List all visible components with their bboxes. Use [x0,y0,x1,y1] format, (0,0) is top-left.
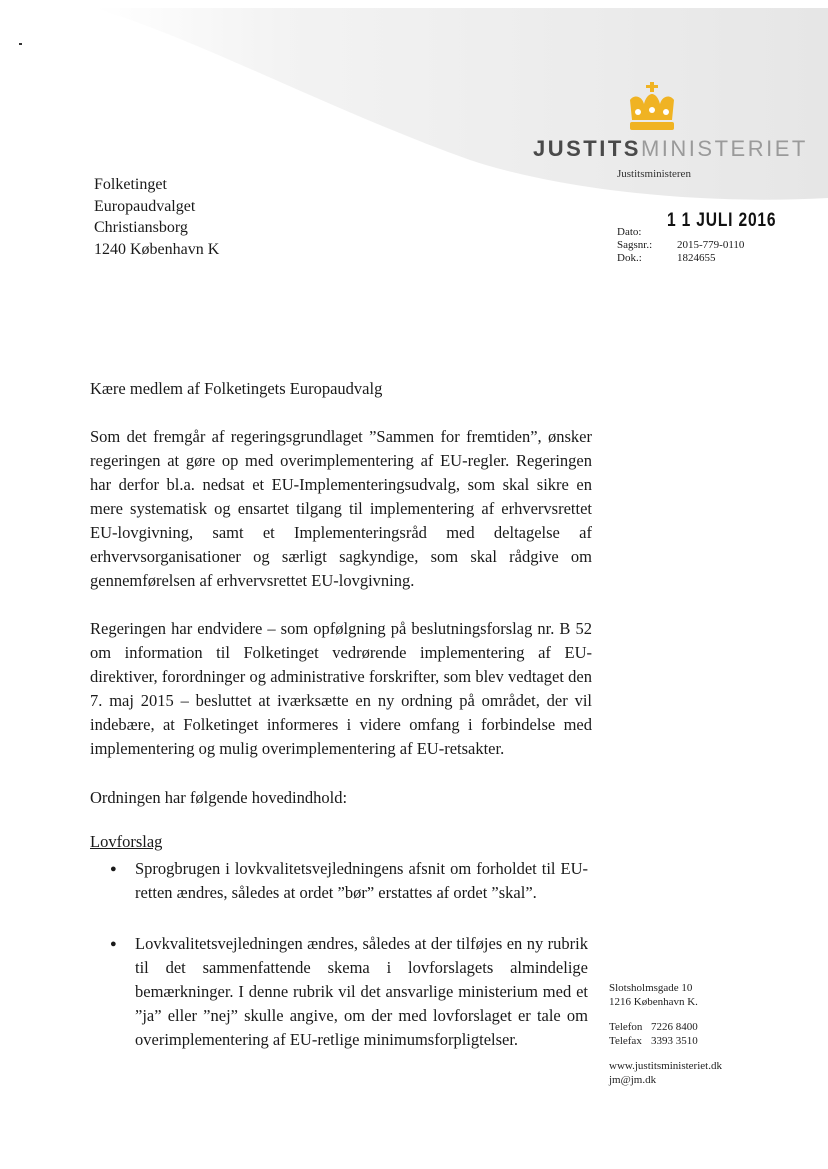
sidebar-address [609,981,698,1009]
paragraph-2: Regeringen har endvidere – som opfølgning på beslutningsforslag nr. B 52 om information til Folketinget vedrørende implementering af EU-direktiver, forordninger og administrative forskrifter, som blev vedtaget den 7. maj 2015 – besluttet at iværksætte en ny ordning på området, der vil indebære, at Folketinget informeres i videre omfang i forbindelse med implementering og mulig overimplementering af EU-retsakter. [90,619,592,758]
department-name: Justitsministeren [617,168,691,180]
email: jm@jm.dk [609,1074,657,1086]
paragraph-1: Som det fremgår af regeringsgrundlaget ”Sammen for fremtiden”, ønsker regeringen at gøre op med overimplementering af EU-regler. Regeringen har derfor bl.a. nedsat et EU-Implementeringsudvalg, som skal sikre en mere systematisk og ensartet tilgang til implementering af erhvervsrettet EU-lovgivning, samt et Implementeringsråd med deltagelse af erhvervsorganisationer og særligt sagkyndige, som skal rådgive om gennemførelsen af erhvervsrettet EU-lovgivning. [90,427,592,590]
scan-speck [19,43,22,45]
brand-part2: MINISTERIET [640,136,808,161]
brand-part1: JUSTITS [533,136,641,161]
case-number: 2015-779-0110 [677,239,745,251]
sidebar-contact [609,1059,722,1087]
doc-number: 1824655 [677,252,716,264]
recipient-line: 1240 København K [94,240,220,258]
phone-label: Telefon [609,1021,643,1033]
city: 1216 København K. [609,996,698,1008]
recipient-line: Folketinget [94,176,167,193]
doc-label: Dok.: [617,252,642,264]
date-stamp: 1 1 JULI 2016 [667,210,777,231]
recipient-address [94,174,219,260]
document-meta [617,210,744,265]
crown-logo-icon [624,82,680,132]
sidebar-phones [609,1020,698,1048]
street: Slotsholmsgade 10 [609,982,693,994]
recipient-line: Christiansborg [94,219,188,236]
bullet-item: ● Lovkvalitetsvejledningen ændres, således at der tilføjes en ny rubrik til det sammenfattende skema i lovforslagets almindelige bemærkninger. I denne rubrik vil det ansvarlige ministerium med et ”ja” eller ”nej” skulle angive, om der med lovforslaget er tale om overimplementering af EU-retlige minimumsforpligtelser. [135,932,588,1052]
case-label: Sagsnr.: [617,239,653,251]
date-label: Dato: [617,226,642,238]
bullet-item: ● Sprogbrugen i lovkvalitetsvejledningens afsnit om forholdet til EU-retten ændres, således at ordet ”bør” erstattes af ordet ”skal”. [135,857,588,905]
paragraph-3: Ordningen har følgende hovedindhold: [90,788,348,807]
fax-number: 3393 3510 [651,1035,698,1047]
greeting: Kære medlem af Folketingets Europaudvalg [90,379,383,398]
brand-wordmark [533,136,808,162]
section-heading: Lovforslag [90,832,163,851]
phone-number: 7226 8400 [651,1021,698,1033]
fax-label: Telefax [609,1035,642,1047]
recipient-line: Europaudvalget [94,197,196,215]
website: www.justitsministeriet.dk [609,1060,722,1072]
